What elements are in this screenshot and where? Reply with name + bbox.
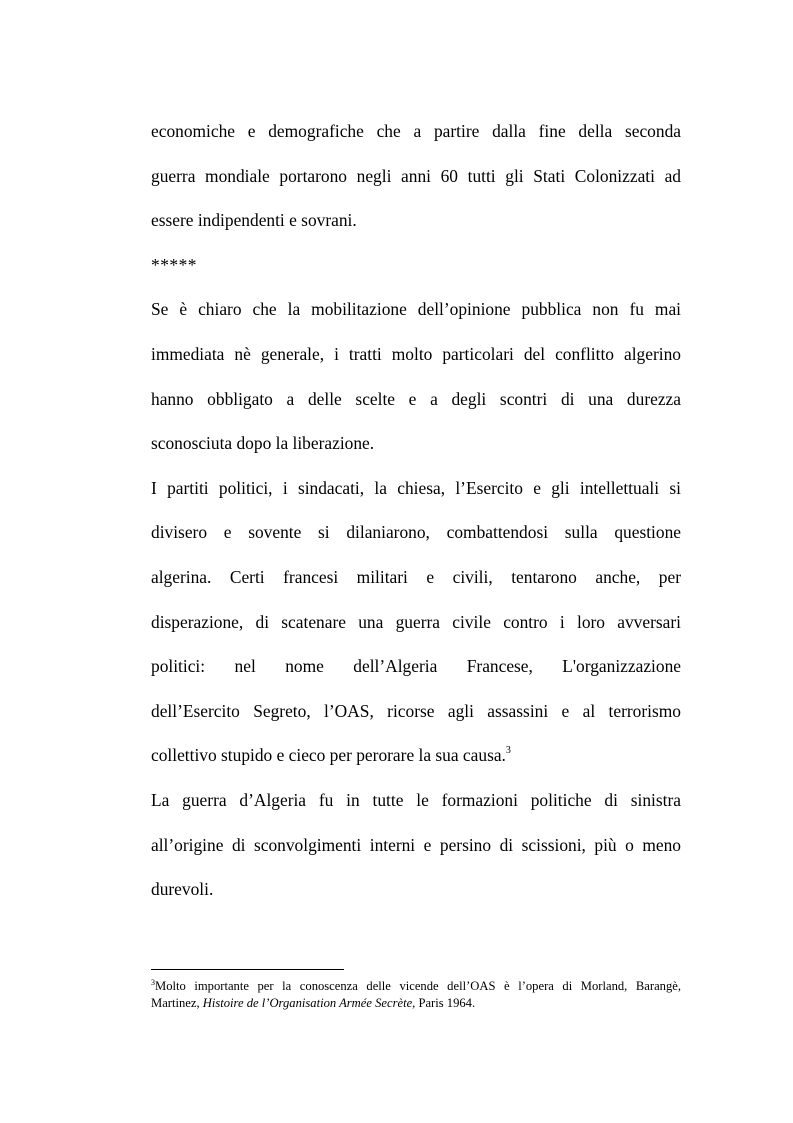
text-line: divisero e sovente si dilaniarono, combattendosi sulla questione xyxy=(151,522,681,543)
paragraph-2 xyxy=(151,287,681,465)
text-line: disperazione, di scatenare una guerra civile contro i loro avversari xyxy=(151,611,681,632)
text-line: durevoli. xyxy=(151,879,214,900)
footnote-text: Molto importante per la conoscenza delle vicende dell’OAS è l’opera di Morland, Barangè, xyxy=(155,979,681,993)
paragraph-1 xyxy=(151,109,681,243)
text-line: Se è chiaro che la mobilitazione dell’opinione pubblica non fu mai xyxy=(151,299,681,320)
text-line: algerina. Certi francesi militari e civili, tentarono anche, per xyxy=(151,566,681,587)
text-line-with-footnote xyxy=(151,733,681,778)
text-line: dell’Esercito Segreto, l’OAS, ricorse agli assassini e al terrorismo xyxy=(151,700,681,721)
footnote-line xyxy=(151,978,681,995)
section-separator: ***** xyxy=(151,254,197,275)
footnote-divider xyxy=(151,969,344,970)
paragraph-3 xyxy=(151,466,681,778)
body-text xyxy=(151,109,681,912)
footnote-book-title: Histoire de l’Organisation Armée Secrète xyxy=(202,996,413,1010)
text-line: economiche e demografiche che a partire dalla fine della seconda xyxy=(151,121,681,141)
text-line: all’origine di sconvolgimenti interni e persino di scissioni, più o meno xyxy=(151,834,681,855)
text-line: La guerra d’Algeria fu in tutte le formazioni politiche di sinistra xyxy=(151,789,681,810)
text-line: politici: nel nome dell’Algeria Francese, L'organizzazione xyxy=(151,656,681,677)
footnote-number: 3 xyxy=(151,978,155,987)
paragraph-4 xyxy=(151,778,681,912)
text-line: I partiti politici, i sindacati, la chiesa, l’Esercito e gli intellettuali si xyxy=(151,477,681,498)
footnote-text: Martinez, xyxy=(151,996,203,1010)
text-line: collettivo stupido e cieco per perorare la sua causa. xyxy=(151,745,506,766)
text-line: guerra mondiale portarono negli anni 60 tutti gli Stati Colonizzati ad xyxy=(151,165,681,186)
footnote-reference[interactable]: 3 xyxy=(505,745,511,757)
footnote-line xyxy=(151,995,681,1012)
text-line: essere indipendenti e sovrani. xyxy=(151,210,357,231)
footnote-text: , Paris 1964. xyxy=(412,996,476,1010)
text-line: immediata nè generale, i tratti molto particolari del conflitto algerino xyxy=(151,343,681,364)
footnote xyxy=(151,978,681,1012)
text-line: hanno obbligato a delle scelte e a degli scontri di una durezza xyxy=(151,388,681,409)
text-line: sconosciuta dopo la liberazione. xyxy=(151,433,375,454)
